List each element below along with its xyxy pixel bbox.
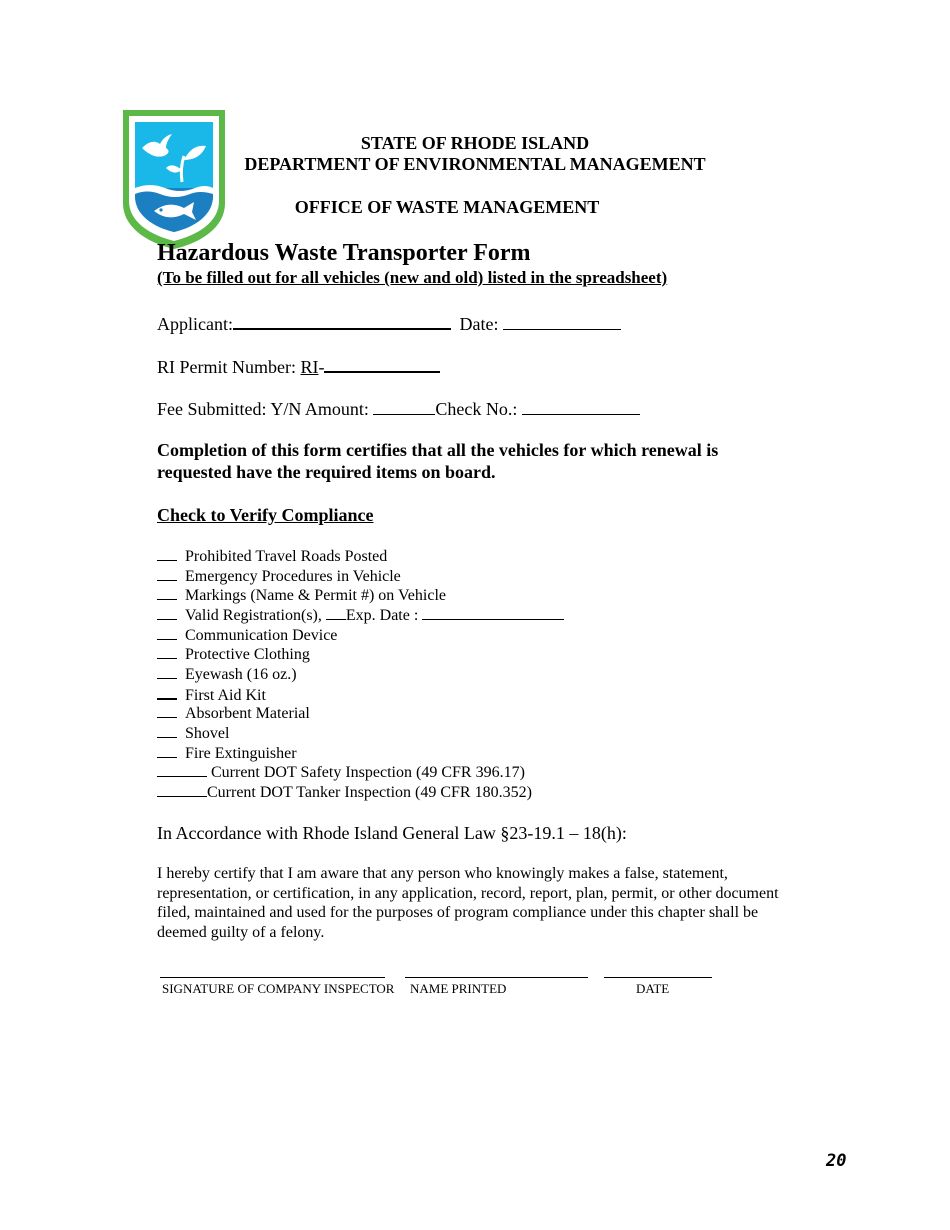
checklist-item bbox=[157, 605, 564, 625]
exp-date-field[interactable] bbox=[422, 605, 564, 620]
permit-number-field[interactable] bbox=[324, 355, 440, 373]
header-state: STATE OF RHODE ISLAND bbox=[360, 133, 590, 153]
checkbox-blank[interactable] bbox=[157, 546, 177, 561]
checklist-item bbox=[157, 644, 310, 664]
checkbox-blank[interactable] bbox=[157, 625, 177, 640]
checklist-item bbox=[157, 684, 266, 705]
checklist-item-label: Communication Device bbox=[185, 627, 338, 644]
permit-label: RI Permit Number: bbox=[157, 357, 296, 377]
permit-row bbox=[157, 355, 440, 378]
checklist-item bbox=[157, 782, 532, 802]
checklist-item bbox=[157, 743, 297, 763]
certifies-line-1: Completion of this form certifies that all the vehicles for which renewal is bbox=[157, 440, 719, 460]
checklist-item bbox=[157, 664, 297, 684]
checklist-item bbox=[157, 723, 229, 743]
checkbox-blank[interactable] bbox=[157, 703, 177, 718]
checklist-item-label: Current DOT Tanker Inspection (49 CFR 180.352) bbox=[207, 784, 532, 801]
exp-date-checkbox[interactable] bbox=[326, 605, 346, 620]
header-office: OFFICE OF WASTE MANAGEMENT bbox=[294, 197, 600, 217]
header-department: DEPARTMENT OF ENVIRONMENTAL MANAGEMENT bbox=[244, 154, 706, 174]
checkbox-blank[interactable] bbox=[157, 664, 177, 679]
checkbox-blank[interactable] bbox=[157, 684, 177, 700]
certifies-line-2: requested have the required items on board. bbox=[157, 462, 496, 482]
law-statement: I hereby certify that I am aware that any person who knowingly makes a false, statement, representation, or certification, in any application, record, report, plan, permit, or other document filed, maintained and used for the purposes of program compliance under this chapter shall be deemed guilty of a felony. bbox=[157, 865, 779, 941]
name-printed-line[interactable] bbox=[405, 977, 588, 978]
checkbox-blank[interactable] bbox=[157, 723, 177, 738]
date-line[interactable] bbox=[604, 977, 712, 978]
signature-label: SIGNATURE OF COMPANY INSPECTOR bbox=[162, 981, 395, 996]
signature-line[interactable] bbox=[160, 977, 385, 978]
checklist-item bbox=[157, 625, 337, 645]
checklist-item-label: Fire Extinguisher bbox=[185, 745, 297, 762]
page-number: 20 bbox=[826, 1151, 847, 1171]
checklist-item bbox=[157, 762, 525, 782]
checklist-item-label: Protective Clothing bbox=[185, 646, 310, 663]
checkbox-blank[interactable] bbox=[157, 782, 207, 797]
law-reference: In Accordance with Rhode Island General Law §23-19.1 – 18(h): bbox=[157, 823, 627, 843]
fee-row bbox=[157, 398, 640, 420]
name-printed-label: NAME PRINTED bbox=[410, 981, 507, 996]
check-no-field[interactable] bbox=[522, 398, 640, 415]
checklist-item-label: Absorbent Material bbox=[185, 705, 310, 722]
checklist-item-label: Valid Registration(s), bbox=[185, 607, 322, 624]
form-subtitle: (To be filled out for all vehicles (new and old) listed in the spreadsheet) bbox=[157, 268, 668, 287]
check-no-label: Check No.: bbox=[435, 399, 518, 419]
checklist-item-label: Markings (Name & Permit #) on Vehicle bbox=[185, 587, 446, 604]
checklist-item-label: Prohibited Travel Roads Posted bbox=[185, 548, 388, 565]
checklist-item bbox=[157, 566, 401, 586]
checkbox-blank[interactable] bbox=[157, 644, 177, 659]
date-field[interactable] bbox=[503, 313, 621, 330]
ri-dem-logo-icon bbox=[120, 108, 228, 250]
checklist-item bbox=[157, 546, 387, 566]
checklist-item bbox=[157, 585, 446, 605]
permit-dash: - bbox=[318, 357, 325, 377]
checklist-heading: Check to Verify Compliance bbox=[157, 505, 374, 525]
fee-label: Fee Submitted: Y/N Amount: bbox=[157, 399, 369, 419]
date-label: Date: bbox=[459, 314, 499, 334]
checkbox-blank[interactable] bbox=[157, 566, 177, 581]
date-sign-label: DATE bbox=[636, 981, 670, 996]
checklist-item-label: Emergency Procedures in Vehicle bbox=[185, 568, 401, 585]
checkbox-blank[interactable] bbox=[157, 762, 207, 777]
checklist-item bbox=[157, 703, 310, 723]
checkbox-blank[interactable] bbox=[157, 605, 177, 620]
applicant-row bbox=[157, 312, 621, 335]
checkbox-blank[interactable] bbox=[157, 743, 177, 758]
applicant-field[interactable] bbox=[233, 312, 451, 330]
fee-amount-field[interactable] bbox=[373, 398, 435, 415]
checklist-item-label: First Aid Kit bbox=[185, 687, 266, 704]
permit-prefix: RI bbox=[300, 357, 319, 377]
checklist-item-label: Current DOT Safety Inspection (49 CFR 396.17) bbox=[211, 764, 525, 781]
checkbox-blank[interactable] bbox=[157, 585, 177, 600]
checklist-item-label: Eyewash (16 oz.) bbox=[185, 666, 297, 683]
form-title: Hazardous Waste Transporter Form bbox=[157, 240, 531, 266]
applicant-label: Applicant: bbox=[157, 314, 233, 334]
checklist-item-label: Shovel bbox=[185, 725, 230, 742]
exp-date-label: Exp. Date : bbox=[345, 607, 419, 624]
